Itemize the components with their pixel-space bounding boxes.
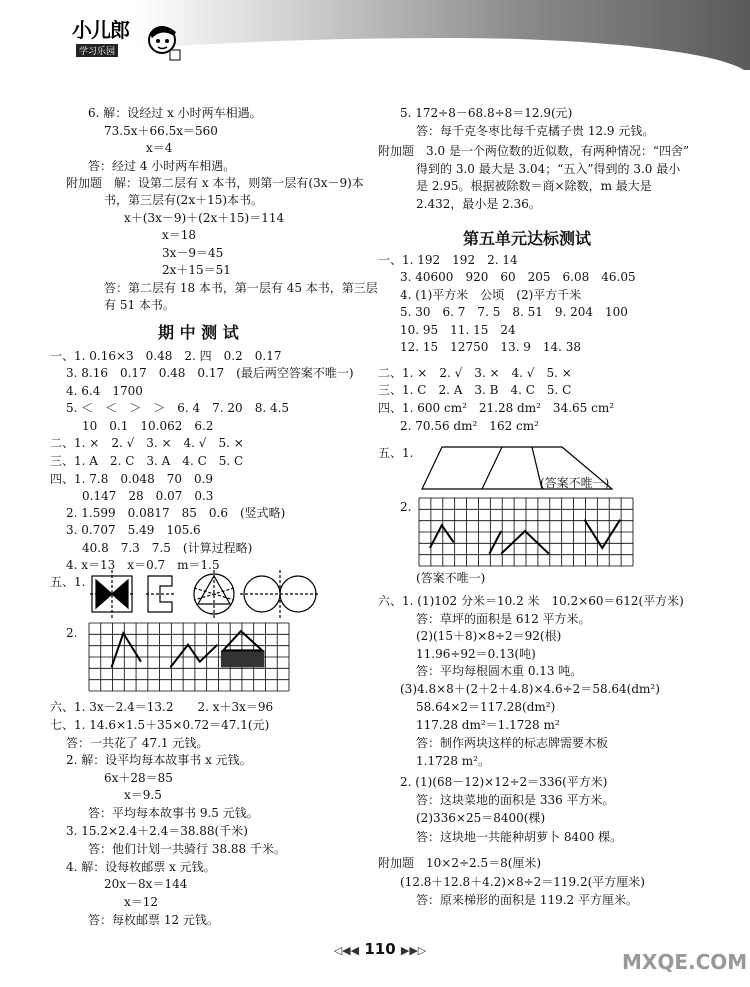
left-line: 3. 15.2×2.4＋2.4＝38.88(千米)	[66, 824, 248, 838]
left-line: x＝9.5	[124, 788, 162, 802]
logo-subtitle: 学习乐园	[76, 44, 118, 57]
left-line: 3. 8.16 0.17 0.48 0.17 (最后两空答案不唯一)	[66, 366, 354, 380]
logo: 小儿郎	[72, 18, 129, 42]
left-line: 2.	[66, 626, 78, 640]
left-line: 6. 解：设经过 x 小时两车相遇。	[88, 106, 262, 120]
right-line: (3)4.8×8＋(2＋2＋4.8)×4.6÷2＝58.64(dm²)	[400, 682, 660, 696]
right-line: 得到的 3.0 最大是 3.04；“五入”得到的 3.0 最小	[416, 162, 681, 176]
right-line: 答：制作两块这样的标志牌需要木板	[416, 736, 609, 750]
right-line: 1.1728 m²。	[416, 754, 490, 768]
right-line: 五、1.	[378, 446, 414, 460]
left-line: 五、1.	[50, 575, 86, 589]
left-line: 答：经过 4 小时两车相遇。	[88, 159, 236, 173]
right-line: (答案不唯一)	[416, 571, 486, 585]
watermark: MXQE.COM	[622, 950, 748, 974]
left-line: 2. 1.599 0.0817 85 0.6 (竖式略)	[66, 506, 286, 520]
right-line: 4. (1)平方米 公顷 (2)平方千米	[400, 288, 582, 302]
page-footer	[320, 940, 440, 958]
right-line: 2. 70.56 dm² 162 cm²	[400, 419, 539, 433]
right-line: 3. 40600 920 60 205 6.08 46.05	[400, 270, 636, 284]
left-line: 七、1. 14.6×1.5＋35×0.72＝47.1(元)	[50, 718, 270, 732]
right-line: 四、1. 600 cm² 21.28 dm² 34.65 cm²	[378, 401, 615, 415]
midterm-title: 期 中 测 试	[158, 323, 239, 342]
left-line: 答：第二层有 18 本书，第一层有 45 本书，第三层	[104, 281, 378, 295]
left-line: 有 51 本书。	[104, 298, 175, 312]
left-line: 20x－8x＝144	[104, 877, 188, 891]
left-line: x＝18	[162, 228, 197, 242]
left-line: 答：每枚邮票 12 元钱。	[88, 913, 219, 927]
left-line: x＝12	[124, 895, 159, 909]
left-line: 二、1. × 2. √ 3. × 4. √ 5. ×	[50, 436, 244, 450]
right-line: 六、1. (1)102 分米＝10.2 米 10.2×60＝612(平方米)	[378, 594, 684, 608]
left-line: 六、1. 3x－2.4＝13.2 2. x＋3x＝96	[50, 700, 274, 714]
left-line: 四、1. 7.8 0.048 70 0.9	[50, 472, 214, 486]
right-line: 2. (1)(68－12)×12÷2＝336(平方米)	[400, 775, 608, 789]
left-line: x＝4	[146, 141, 173, 155]
left-line: 答：一共花了 47.1 元钱。	[66, 736, 209, 750]
right-line: 5. 30 6. 7 7. 5 8. 51 9. 204 100	[400, 305, 628, 319]
right-line: 答：每千克冬枣比每千克橘子贵 12.9 元钱。	[416, 124, 655, 138]
right-line: 117.28 dm²＝1.1728 m²	[416, 718, 560, 732]
left-line: 4. x＝13 x＝0.7 m＝1.5	[66, 558, 220, 572]
right-line: (2)336×25＝8400(棵)	[416, 811, 546, 825]
left-line: 书，第三层有(2x＋15)本书。	[104, 193, 264, 207]
right-line: 答：这块地一共能种胡萝卜 8400 棵。	[416, 830, 623, 844]
prev-arrows-icon: ◁◀◀	[333, 944, 360, 957]
right-line: 5. 172÷8－68.8÷8＝12.9(元)	[400, 106, 573, 120]
left-line: 答：平均每本故事书 9.5 元钱。	[88, 806, 259, 820]
right-line: (答案不唯一)	[540, 476, 610, 490]
right-line: 11.96÷92＝0.13(吨)	[416, 647, 536, 661]
left-line: 附加题 解：设第二层有 x 本书，则第一层有(3x－9)本	[66, 176, 364, 190]
right-line: 12. 15 12750 13. 9 14. 38	[400, 340, 582, 354]
right-line: 答：平均每根圆木重 0.13 吨。	[416, 664, 583, 678]
left-line: 40.8 7.3 7.5 (计算过程略)	[82, 541, 253, 555]
left-line: 4. 解：设每枚邮票 x 元钱。	[66, 860, 216, 874]
right-line: 58.64×2＝117.28(dm²)	[416, 700, 556, 714]
left-line: 一、1. 0.16×3 0.48 2. 四 0.2 0.17	[50, 349, 282, 363]
cartoon-boy-icon	[146, 22, 182, 62]
right-line: (2)(15＋8)×8÷2＝92(根)	[416, 629, 562, 643]
unit5-title: 第五单元达标测试	[463, 229, 592, 248]
right-line: 2.432，最小是 2.36。	[416, 197, 541, 211]
left-line: 2. 解：设平均每本故事书 x 元钱。	[66, 753, 252, 767]
left-line: 2x＋15＝51	[162, 263, 231, 277]
right-line: 三、1. C 2. A 3. B 4. C 5. C	[378, 383, 572, 397]
page-header	[0, 0, 750, 70]
grid-figure-left	[88, 622, 298, 694]
right-line: 一、1. 192 192 2. 14	[378, 253, 518, 267]
left-line: 0.147 28 0.07 0.3	[82, 489, 214, 503]
right-line: 答：草坪的面积是 612 平方米。	[416, 612, 591, 626]
left-line: x＋(3x－9)＋(2x＋15)＝114	[124, 211, 285, 225]
symmetry-figures	[90, 570, 320, 622]
left-line: 3. 0.707 5.49 105.6	[66, 523, 201, 537]
right-line: 10. 95 11. 15 24	[400, 323, 516, 337]
left-line: 10 0.1 10.062 6.2	[82, 419, 214, 433]
left-line: 三、1. A 2. C 3. A 4. C 5. C	[50, 454, 244, 468]
right-line: 附加题 10×2÷2.5＝8(厘米)	[378, 856, 542, 870]
grid-figure-right	[418, 497, 636, 569]
left-line: 5. ＜ ＜ ＞ ＞ 6. 4 7. 20 8. 4.5	[66, 401, 290, 415]
right-line: 2.	[400, 500, 412, 514]
left-line: 4. 6.4 1700	[66, 384, 143, 398]
left-line: 答：他们计划一共骑行 38.88 千米。	[88, 842, 286, 856]
right-line: 是 2.95。根据被除数＝商×除数，m 最大是	[416, 179, 652, 193]
right-line: 答：这块菜地的面积是 336 平方米。	[416, 793, 615, 807]
left-line: 73.5x＋66.5x＝560	[104, 124, 218, 138]
right-line: 答：原来梯形的面积是 119.2 平方厘米。	[416, 893, 638, 907]
left-line: 3x－9＝45	[162, 246, 224, 260]
right-line: 附加题 3.0 是一个两位数的近似数，有两种情况：“四舍”	[378, 144, 690, 158]
next-arrows-icon: ▶▶▷	[400, 944, 427, 957]
page-number: 110	[364, 940, 396, 958]
left-line: 6x＋28＝85	[104, 771, 173, 785]
right-line: (12.8＋12.8＋4.2)×8÷2＝119.2(平方厘米)	[400, 875, 645, 889]
right-line: 二、1. × 2. √ 3. × 4. √ 5. ×	[378, 366, 572, 380]
